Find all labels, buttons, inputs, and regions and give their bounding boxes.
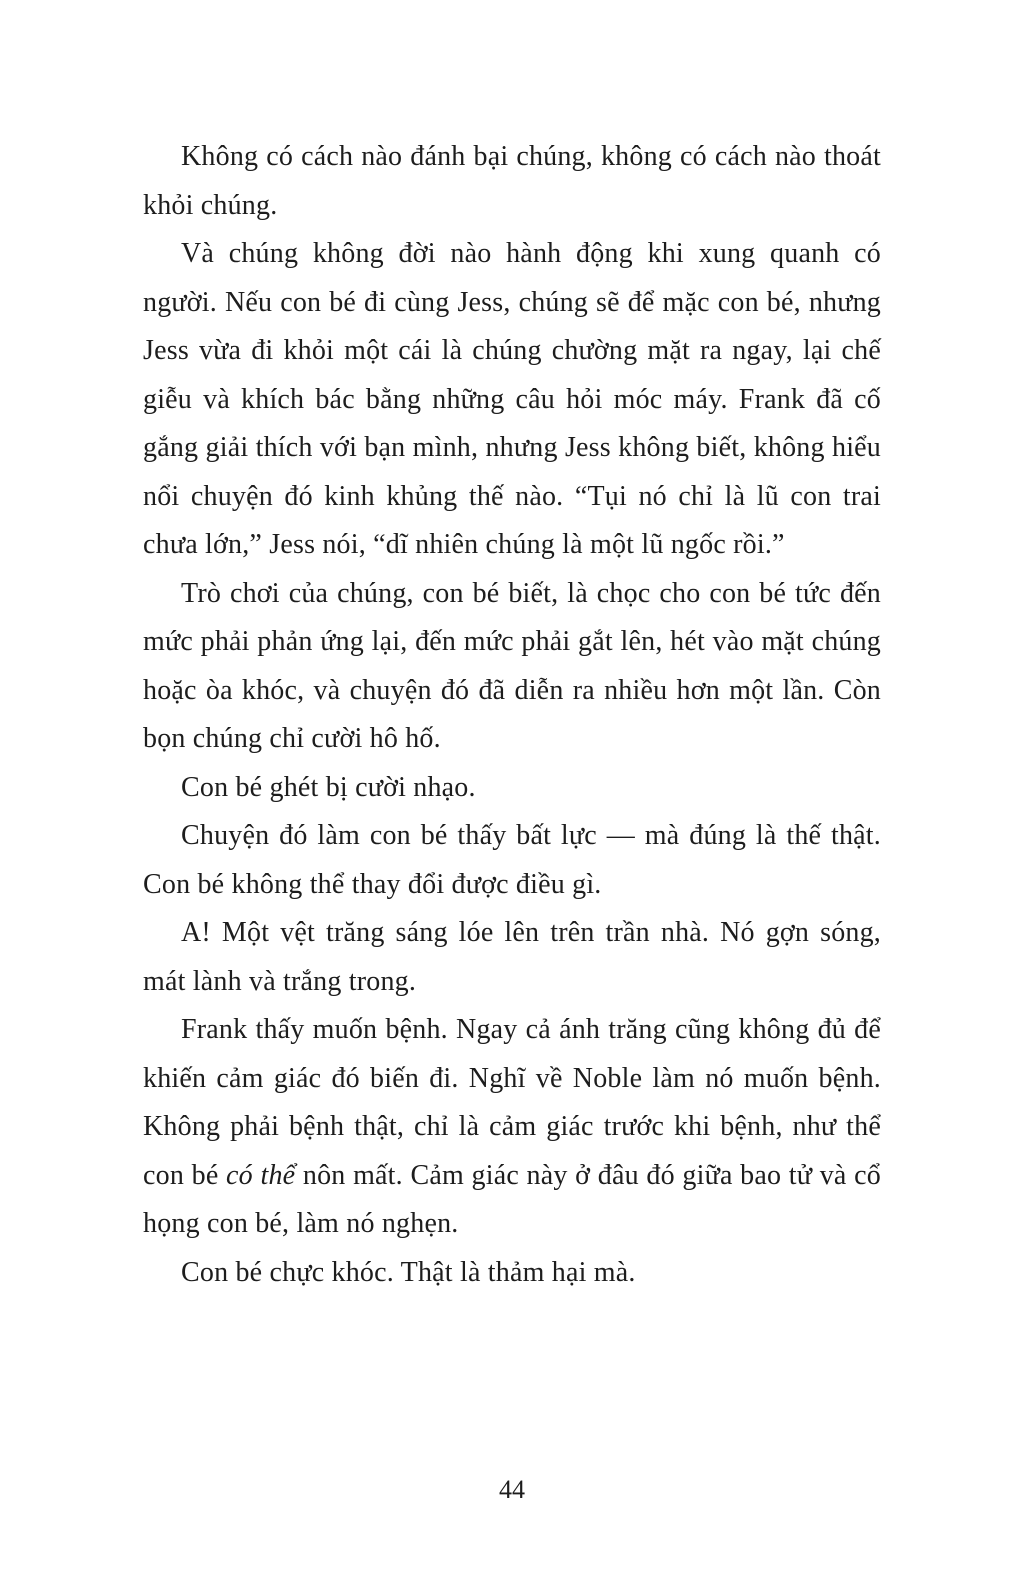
paragraph: [143, 1249, 881, 1298]
text-run: Chuyện đó làm con bé thấy bất lực — mà đúng là thế thật. Con bé không thể thay đổi được điều gì.: [143, 820, 881, 900]
paragraph: [143, 133, 881, 230]
text-run: Con bé chực khóc. Thật là thảm hại mà.: [181, 1256, 636, 1288]
paragraph: [143, 909, 881, 1006]
text-run: Frank thấy muốn bệnh. Ngay cả ánh trăng cũng không đủ để khiến cảm giác đó biến đi. Nghĩ về Noble làm nó muốn bệnh. Không phải bệnh thật, chỉ là cảm giác trước khi bệnh, như thể con bé: [143, 1014, 881, 1191]
body-text: [143, 133, 881, 1297]
paragraph: [143, 230, 881, 570]
text-run: A! Một vệt trăng sáng lóe lên trên trần nhà. Nó gợn sóng, mát lành và trắng trong.: [143, 917, 881, 997]
text-run: Trò chơi của chúng, con bé biết, là chọc cho con bé tức đến mức phải phản ứng lại, đến mức phải gắt lên, hét vào mặt chúng hoặc òa khóc, và chuyện đó đã diễn ra nhiều hơn một lần. Còn bọn chúng chỉ cười hô hố.: [143, 577, 881, 754]
text-run-italic: có thể: [226, 1159, 296, 1191]
paragraph: [143, 570, 881, 764]
text-run: Và chúng không đời nào hành động khi xung quanh có người. Nếu con bé đi cùng Jess, chúng sẽ để mặc con bé, nhưng Jess vừa đi khỏi một cái là chúng chường mặt ra ngay, lại chế giễu và khích bác bằng những câu hỏi móc máy. Frank đã cố gắng giải thích với bạn mình, nhưng Jess không biết, không hiểu nổi chuyện đó kinh khủng thế nào. “Tụi nó chỉ là lũ con trai chưa lớn,” Jess nói, “dĩ nhiên chúng là một lũ ngốc rồi.”: [143, 238, 881, 560]
paragraph: [143, 812, 881, 909]
text-run: Con bé ghét bị cười nhạo.: [181, 771, 476, 803]
text-run: nôn mất. Cảm giác này ở đâu đó giữa bao tử và cổ họng con bé, làm nó nghẹn.: [143, 1159, 881, 1239]
paragraph: [143, 764, 881, 813]
text-run: Không có cách nào đánh bại chúng, không có cách nào thoát khỏi chúng.: [143, 141, 881, 221]
page-number: 44: [499, 1475, 525, 1504]
paragraph: [143, 1006, 881, 1249]
